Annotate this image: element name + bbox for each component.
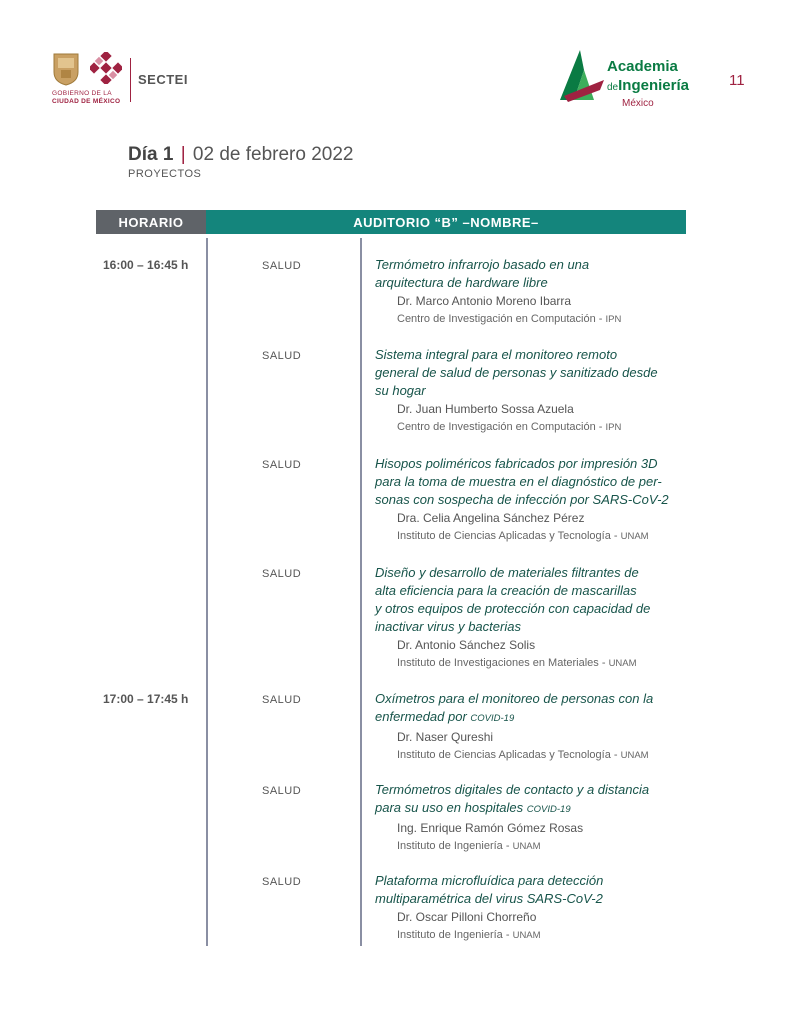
title-line: inactivar virus y bacterias xyxy=(375,619,521,634)
institution-name: Centro de Investigación en Computación xyxy=(397,313,596,325)
column-divider-right xyxy=(360,238,362,946)
gov-line-2: CIUDAD DE MÉXICO xyxy=(52,98,121,105)
academia-logo xyxy=(560,50,700,112)
institution: Instituto de Ingeniería - UNAM xyxy=(397,840,541,852)
area-label: SALUD xyxy=(262,694,302,706)
author: Dr. Juan Humberto Sossa Azuela xyxy=(397,402,574,416)
column-header-horario: HORARIO xyxy=(96,210,206,234)
schedule-entry xyxy=(375,872,685,945)
area-label: SALUD xyxy=(262,876,302,888)
column-header-auditorio: AUDITORIO “B” –NOMBRE– xyxy=(206,210,686,234)
cdmx-logo xyxy=(52,52,124,110)
institution-abbr: IPN xyxy=(605,314,622,325)
coat-of-arms-icon xyxy=(52,52,80,86)
institution-name: Instituto de Ingeniería xyxy=(397,929,503,941)
section-label: PROYECTOS xyxy=(128,168,202,180)
institution-abbr: IPN xyxy=(605,422,622,433)
title-text: enfermedad por xyxy=(375,709,467,724)
title-tail: COVID-19 xyxy=(526,804,571,815)
title-line: sonas con sospecha de infección por SARS-CoV-2 xyxy=(375,492,669,507)
title-line: general de salud de personas y sanitizado desde xyxy=(375,365,658,380)
schedule-entry xyxy=(375,690,685,765)
date-label: 02 de febrero 2022 xyxy=(192,144,354,165)
institution-abbr: UNAM xyxy=(512,930,541,941)
sectei-label: SECTEI xyxy=(138,72,188,87)
area-label: SALUD xyxy=(262,568,302,580)
author: Dr. Antonio Sánchez Solis xyxy=(397,638,536,652)
academia-ingenieria: Ingeniería xyxy=(618,77,689,94)
author: Dr. Naser Qureshi xyxy=(397,730,494,744)
institution: Instituto de Ingeniería - UNAM xyxy=(397,929,541,941)
gov-line-1: GOBIERNO DE LA xyxy=(52,90,112,97)
institution-name: Instituto de Ciencias Aplicadas y Tecnología xyxy=(397,530,611,542)
gov-caption xyxy=(52,90,120,106)
project-title xyxy=(375,455,685,509)
title-separator: | xyxy=(180,144,186,165)
column-divider-left xyxy=(206,238,208,946)
page-number: 11 xyxy=(729,72,745,89)
institution: Centro de Investigación en Computación - IPN xyxy=(397,421,622,433)
time-slot-2: 17:00 – 17:45 h xyxy=(103,692,189,706)
area-label: SALUD xyxy=(262,260,302,272)
area-label: SALUD xyxy=(262,459,302,471)
title-line: su hogar xyxy=(375,383,426,398)
institution-name: Instituto de Investigaciones en Materiales xyxy=(397,657,599,669)
institution-abbr: UNAM xyxy=(512,841,541,852)
title-line: arquitectura de hardware libre xyxy=(375,275,548,290)
title-line: Plataforma microfluídica para detección xyxy=(375,873,604,888)
institution: Centro de Investigación en Computación - IPN xyxy=(397,313,622,325)
project-title xyxy=(375,690,685,728)
project-title xyxy=(375,346,685,400)
title-line: para la toma de muestra en el diagnóstico de per- xyxy=(375,474,662,489)
institution-name: Centro de Investigación en Computación xyxy=(397,421,596,433)
academia-line-1: Academia xyxy=(607,58,678,75)
institution-abbr: UNAM xyxy=(608,658,637,669)
author: Ing. Enrique Ramón Gómez Rosas xyxy=(397,821,584,835)
academia-mark-icon xyxy=(560,50,604,104)
title-line xyxy=(375,799,685,819)
academia-line-3: México xyxy=(622,98,654,109)
title-line: Hisopos poliméricos fabricados por impresión 3D xyxy=(375,456,658,471)
institution-name: Instituto de Ciencias Aplicadas y Tecnología xyxy=(397,749,611,761)
day-label: Día 1 xyxy=(128,144,174,165)
institution: Instituto de Investigaciones en Materiales - UNAM xyxy=(397,657,637,669)
author: Dr. Oscar Pilloni Chorreño xyxy=(397,910,537,924)
schedule-entry xyxy=(375,781,685,856)
page-title xyxy=(128,144,354,166)
author: Dra. Celia Angelina Sánchez Pérez xyxy=(397,511,585,525)
title-line: alta eficiencia para la creación de mascarillas xyxy=(375,583,637,598)
schedule-entry xyxy=(375,256,685,329)
title-line: Termómetros digitales de contacto y a distancia xyxy=(375,782,650,797)
schedule-entry xyxy=(375,346,685,437)
header-divider xyxy=(130,58,131,102)
institution: Instituto de Ciencias Aplicadas y Tecnología - UNAM xyxy=(397,530,649,542)
institution-abbr: UNAM xyxy=(620,750,649,761)
institution-name: Instituto de Ingeniería xyxy=(397,840,503,852)
project-title xyxy=(375,872,685,908)
academia-line-2 xyxy=(607,77,689,94)
cdmx-cross-icon xyxy=(90,52,122,84)
title-line: y otros equipos de protección con capacidad de xyxy=(375,601,651,616)
title-line: Sistema integral para el monitoreo remoto xyxy=(375,347,618,362)
title-line: Termómetro infrarrojo basado en una xyxy=(375,257,590,272)
project-title xyxy=(375,564,685,636)
area-label: SALUD xyxy=(262,785,302,797)
schedule-entry xyxy=(375,564,685,673)
academia-de: de xyxy=(607,82,619,93)
title-text: para su uso en hospitales xyxy=(375,800,524,815)
project-title xyxy=(375,781,685,819)
title-line: Oxímetros para el monitoreo de personas con la xyxy=(375,691,654,706)
title-line: multiparamétrica del virus SARS-CoV-2 xyxy=(375,891,603,906)
title-line: Diseño y desarrollo de materiales filtrantes de xyxy=(375,565,639,580)
author: Dr. Marco Antonio Moreno Ibarra xyxy=(397,294,572,308)
title-line xyxy=(375,708,685,728)
schedule-entry xyxy=(375,455,685,546)
institution-abbr: UNAM xyxy=(620,531,649,542)
title-tail: COVID-19 xyxy=(470,713,515,724)
institution: Instituto de Ciencias Aplicadas y Tecnología - UNAM xyxy=(397,749,649,761)
area-label: SALUD xyxy=(262,350,302,362)
project-title xyxy=(375,256,685,292)
time-slot-1: 16:00 – 16:45 h xyxy=(103,258,189,272)
